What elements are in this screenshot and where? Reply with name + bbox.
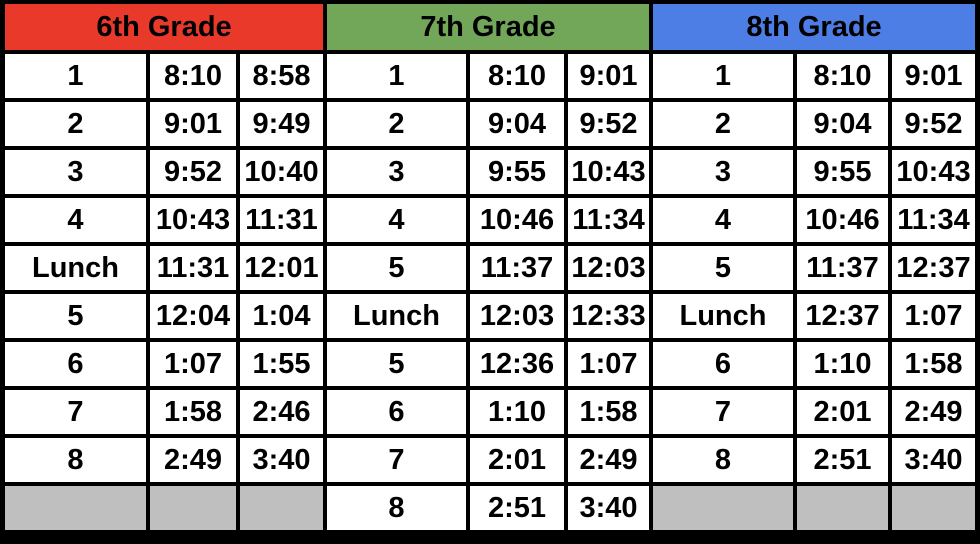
end-time-cell: 11:31 — [240, 198, 323, 242]
table-row — [327, 54, 649, 98]
end-time-cell: 12:01 — [240, 246, 323, 290]
end-time-cell: 2:49 — [892, 390, 975, 434]
start-time-cell: 8:10 — [470, 54, 564, 98]
period-cell: 1 — [5, 54, 146, 98]
period-cell: 4 — [5, 198, 146, 242]
period-cell — [653, 486, 793, 530]
grade-block-7 — [327, 4, 649, 540]
table-row — [5, 342, 323, 386]
start-time-cell: 2:01 — [797, 390, 888, 434]
start-time-cell: 9:55 — [797, 150, 888, 194]
start-time-cell — [797, 486, 888, 530]
start-time-cell: 2:49 — [150, 438, 236, 482]
table-row — [653, 198, 975, 242]
period-cell: 2 — [327, 102, 466, 146]
start-time-cell: 8:10 — [150, 54, 236, 98]
end-time-cell: 10:40 — [240, 150, 323, 194]
period-cell: 4 — [653, 198, 793, 242]
period-cell: 5 — [653, 246, 793, 290]
period-cell: 2 — [653, 102, 793, 146]
period-cell: Lunch — [653, 294, 793, 338]
start-time-cell: 12:36 — [470, 342, 564, 386]
start-time-cell: 9:04 — [797, 102, 888, 146]
end-time-cell: 9:49 — [240, 102, 323, 146]
period-cell: 1 — [327, 54, 466, 98]
start-time-cell: 11:37 — [797, 246, 888, 290]
start-time-cell: 10:46 — [797, 198, 888, 242]
end-time-cell: 10:43 — [568, 150, 649, 194]
grade-header: 7th Grade — [327, 4, 649, 50]
start-time-cell: 9:01 — [150, 102, 236, 146]
table-row — [653, 54, 975, 98]
end-time-cell: 9:52 — [892, 102, 975, 146]
start-time-cell: 12:03 — [470, 294, 564, 338]
end-time-cell: 9:01 — [568, 54, 649, 98]
table-row — [5, 390, 323, 434]
start-time-cell: 2:01 — [470, 438, 564, 482]
period-cell: 7 — [327, 438, 466, 482]
table-row — [327, 486, 649, 530]
period-cell: Lunch — [5, 246, 146, 290]
period-cell: 6 — [327, 390, 466, 434]
grade-block-8 — [653, 4, 975, 540]
end-time-cell: 11:34 — [892, 198, 975, 242]
start-time-cell: 1:07 — [150, 342, 236, 386]
start-time-cell: 9:55 — [470, 150, 564, 194]
table-row — [5, 150, 323, 194]
start-time-cell: 9:04 — [470, 102, 564, 146]
period-cell: 3 — [327, 150, 466, 194]
end-time-cell: 10:43 — [892, 150, 975, 194]
period-cell: Lunch — [327, 294, 466, 338]
table-row — [327, 342, 649, 386]
start-time-cell: 9:52 — [150, 150, 236, 194]
start-time-cell: 1:58 — [150, 390, 236, 434]
grade-header: 8th Grade — [653, 4, 975, 50]
table-row — [653, 390, 975, 434]
period-cell: 8 — [327, 486, 466, 530]
table-row — [327, 150, 649, 194]
table-row — [653, 294, 975, 338]
end-time-cell: 2:49 — [568, 438, 649, 482]
table-row — [5, 294, 323, 338]
end-time-cell: 12:37 — [892, 246, 975, 290]
end-time-cell: 1:07 — [892, 294, 975, 338]
table-row — [327, 390, 649, 434]
end-time-cell: 3:40 — [568, 486, 649, 530]
period-cell: 2 — [5, 102, 146, 146]
table-row — [5, 198, 323, 242]
period-cell: 5 — [5, 294, 146, 338]
period-cell: 3 — [5, 150, 146, 194]
table-row — [327, 294, 649, 338]
period-cell: 4 — [327, 198, 466, 242]
end-time-cell: 1:58 — [892, 342, 975, 386]
period-cell: 8 — [653, 438, 793, 482]
table-row — [327, 102, 649, 146]
period-cell: 8 — [5, 438, 146, 482]
start-time-cell: 8:10 — [797, 54, 888, 98]
start-time-cell: 11:37 — [470, 246, 564, 290]
table-row — [327, 198, 649, 242]
start-time-cell: 1:10 — [797, 342, 888, 386]
table-row — [5, 246, 323, 290]
table-row — [327, 246, 649, 290]
end-time-cell: 3:40 — [892, 438, 975, 482]
table-row — [5, 438, 323, 482]
period-cell: 5 — [327, 246, 466, 290]
table-row — [653, 342, 975, 386]
end-time-cell: 8:58 — [240, 54, 323, 98]
end-time-cell: 1:55 — [240, 342, 323, 386]
end-time-cell: 1:58 — [568, 390, 649, 434]
period-cell: 5 — [327, 342, 466, 386]
table-row — [5, 54, 323, 98]
end-time-cell: 9:01 — [892, 54, 975, 98]
start-time-cell: 12:04 — [150, 294, 236, 338]
end-time-cell: 1:04 — [240, 294, 323, 338]
period-cell: 7 — [5, 390, 146, 434]
table-row — [327, 438, 649, 482]
start-time-cell: 1:10 — [470, 390, 564, 434]
table-row — [653, 486, 975, 530]
end-time-cell: 9:52 — [568, 102, 649, 146]
period-cell — [5, 486, 146, 530]
table-row — [653, 102, 975, 146]
start-time-cell — [150, 486, 236, 530]
period-cell: 7 — [653, 390, 793, 434]
start-time-cell: 10:43 — [150, 198, 236, 242]
start-time-cell: 11:31 — [150, 246, 236, 290]
start-time-cell: 10:46 — [470, 198, 564, 242]
end-time-cell — [240, 486, 323, 530]
table-row — [5, 486, 323, 530]
start-time-cell: 2:51 — [470, 486, 564, 530]
end-time-cell: 3:40 — [240, 438, 323, 482]
period-cell: 1 — [653, 54, 793, 98]
start-time-cell: 12:37 — [797, 294, 888, 338]
table-row — [653, 150, 975, 194]
period-cell: 6 — [653, 342, 793, 386]
start-time-cell: 2:51 — [797, 438, 888, 482]
end-time-cell: 2:46 — [240, 390, 323, 434]
end-time-cell: 1:07 — [568, 342, 649, 386]
table-row — [5, 102, 323, 146]
table-row — [653, 438, 975, 482]
table-row — [653, 246, 975, 290]
period-cell: 3 — [653, 150, 793, 194]
period-cell: 6 — [5, 342, 146, 386]
end-time-cell — [892, 486, 975, 530]
end-time-cell: 12:03 — [568, 246, 649, 290]
grade-block-6 — [5, 4, 323, 540]
grade-header: 6th Grade — [5, 4, 323, 50]
end-time-cell: 11:34 — [568, 198, 649, 242]
end-time-cell: 12:33 — [568, 294, 649, 338]
